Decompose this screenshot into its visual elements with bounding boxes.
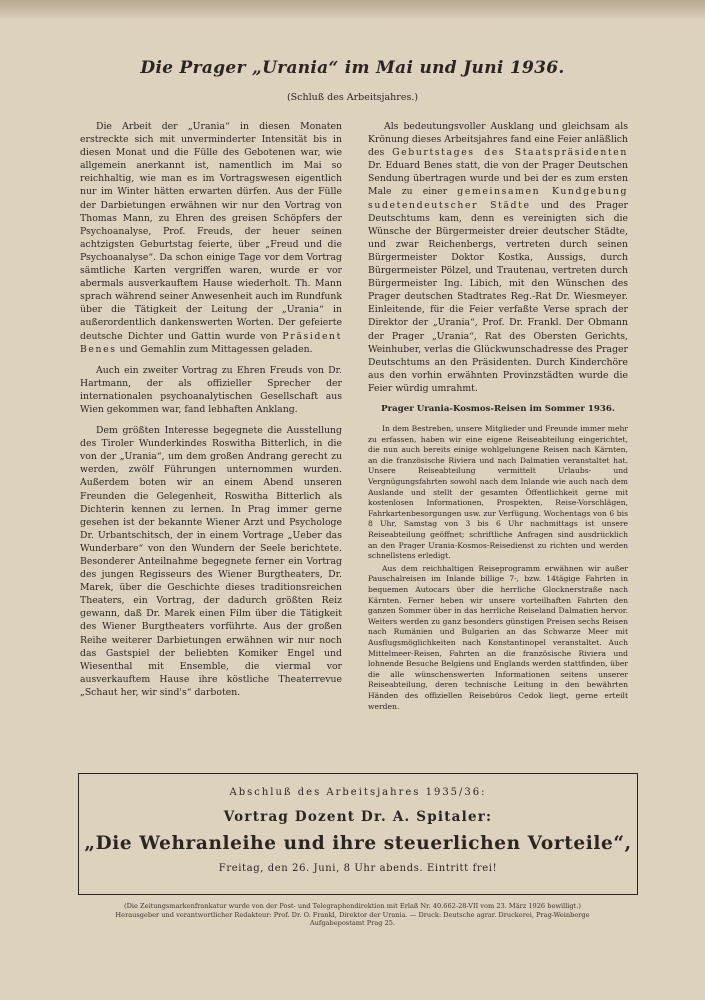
article-title: Die Prager „Urania“ im Mai und Juni 1936. <box>140 58 565 78</box>
announcement-box <box>78 773 638 895</box>
page-top-edge <box>0 0 705 18</box>
text-run: und Gemahlin zum Mittagessen geladen. <box>116 343 313 355</box>
travel-section-title: Prager Urania-Kosmos-Reisen im Sommer 1936. <box>381 403 615 414</box>
left-column <box>80 120 342 707</box>
footnote-line-2: Herausgeber und verantwortlicher Redakteur: Prof. Dr. O. Frankl, Direktor der Urania. — Druck: Deutsche agrar. Druckerei, Prag-Weinberge <box>115 910 590 919</box>
travel-section <box>368 424 628 712</box>
spaced-text: Geburtstages des Staatspräsidenten <box>392 147 628 159</box>
text-run: und des Prager Deutschtums kam, denn es vereinigten sich die Wünsche der Bürgermeister dreier deutscher Städte, und zwar Reichenbergs, vertreten durch seinen Bürgermeister Doktor Kostka, Aussigs, durch Bürgermeister Pölzel, und Trautenau, vertreten durch Bürgermeister Ing. Libich, mit den Wünschen des Prager deutschen Stadtrates Reg.-Rat Dr. Wiesmeyer. Einleitende, für die Feier verfaßte Verse sprach der Direktor der „Urania“, Prof. Dr. Frankl. Der Obmann der Prager „Urania“, Rat des Obersten Gerichts, Weinhuber, verlas die Glückwunschadresse des Prager Deutschtums an den Präsidenten. Durch Kinderchöre aus den vorhin erwähnten Provinzstädten wurde die Feier würdig umrahmt. <box>368 199 628 394</box>
footnote-line-1: (Die Zeitungsmarkenfrankatur wurde von der Post- und Telegraphendirektion mit Erlaß Nr. 40.662-28-VII vom 23. März 1926 bewilligt.) <box>124 902 581 910</box>
lecture-title: „Die Wehranleihe und ihre steuerlichen Vorteile“, <box>84 833 632 854</box>
article-subtitle: (Schluß des Arbeitsjahres.) <box>286 92 419 103</box>
left-paragraph-3: Dem größten Interesse begegnete die Ausstellung des Tiroler Wunderkindes Roswitha Bitterlich, in die von der „Urania“, um dem großen Andrang gerecht zu werden, zwölf Führungen unternommen wurden. Außerdem boten wir an einem Abend unseren Freunden die Gelegenheit, Roswitha Bitterlich als Dichterin kennen zu lernen. In Prag immer gerne gesehen ist der bekannte Wiener Arzt und Psychologe Dr. Urbantschitsch, der in einem Vortrage „Ueber das Wunderbare“ von den Wundern der Seele berichtete. Besonderer Anteilnahme begegnete ferner ein Vortrag des jungen Regisseurs des Wiener Burgtheaters, Dr. Marek, über die Geschichte dieses traditionsreichen Theaters, ein Vortrag, der dadurch größten Reiz gewann, daß Dr. Marek einen Film über die Tätigkeit des Wiener Burgtheaters vorführte. Aus der großen Reihe weiterer Darbietungen erwähnen wir nur noch das Gastspiel der beliebten Komiker Engel und Wiesenthal mit Ensemble, die viermal vor ausverkauftem Hause ihre köstliche Theaterrevue „Schaut her, wir sind's“ darboten. <box>80 425 342 698</box>
spaced-text: gemeinsamen Kundgebung sudetendeutscher Städte <box>368 186 628 211</box>
left-paragraph-2: Auch ein zweiter Vortrag zu Ehren Freuds von Dr. Hartmann, der als offizieller Sprecher der internationalen psychoanalytischen Gesellschaft aus Wien gekommen war, fand lebhaften Anklang. <box>80 364 342 415</box>
right-column <box>368 120 628 714</box>
travel-paragraph-2: Aus dem reichhaltigen Reiseprogramm erwähnen wir außer Pauschalreisen im Inlande billige 7-, bzw. 14tägige Fahrten in bequemen Autocars über die herrliche Glocknerstraße nach Kärnten. Ferner heben wir unsere vorteilhaften Fahrten den ganzen Sommer über in das herrliche Reiseland Dalmatien hervor. Weiters werden zu ganz besonders günstigen Preisen sechs Reisen nach Rumänien und Bulgarien an das Schwarze Meer mit Ausflugsmöglichkeiten nach Konstantinopel veranstaltet. Auch Mittelmeer-Reisen, Fahrten an die französische Riviera und lohnende Besuche Belgiens und Englands werden stattfinden, über die alle wünschenswerten Informationen seitens unserer Reiseabteilung, deren technische Leitung in den bewährten Händen des offiziellen Reisebüros Cedok liegt, gerne erteilt werden. <box>368 563 628 711</box>
lecture-date: Freitag, den 26. Juni, 8 Uhr abends. Eintritt frei! <box>218 863 498 874</box>
text-run: Dr. Eduard Benes statt, die von der Prager Deutschen Sendung übertragen wurde und bei der es zum ersten Male zu einer <box>368 160 628 198</box>
footnote-line-3: Aufgabepostamt Prag 25. <box>309 919 396 928</box>
imprint-footnote <box>70 902 635 928</box>
text-run: Die Arbeit der „Urania“ in diesen Monaten erstreckte sich mit unverminderter Intensität bis in diesen Monat und die Fülle des Gebotenen war, wie allgemein anerkannt ist, namentlich im Mai so reichhaltig, wie man es im Vortragswesen eigentlich nur im Winter hätten erwarten dürfen. Aus der Fülle der Darbietungen erwähnen wir nur den Vortrag von Thomas Mann, zu Ehren des greisen Schöpfers der Psychoanalyse, Prof. Freuds, der heuer seinen achtzigsten Geburtstag feierte, über „Freud und die Psychoanalyse“. Da schon einige Tage vor dem Vortrag sämtliche Karten vergriffen waren, wurde er vor abermals ausverkauftem Hause wiederholt. Th. Mann sprach während seiner Anwesenheit auch im Rundfunk über die Tätigkeit der Leitung der „Urania“ in außerordentlich dankenswerten Worten. Der gefeierte deutsche Dichter und Gattin wurde von <box>80 121 342 342</box>
announcement-heading: Abschluß des Arbeitsjahres 1935/36: <box>229 787 487 798</box>
left-paragraph-1 <box>80 120 342 356</box>
lecture-speaker: Vortrag Dozent Dr. A. Spitaler: <box>223 809 493 825</box>
spaced-text: Präsident Benes <box>80 330 342 355</box>
right-paragraph-1 <box>368 120 628 395</box>
travel-paragraph-1: In dem Bestreben, unsere Mitglieder und Freunde immer mehr zu erfassen, haben wir eine eigene Reiseabteilung eingerichtet, die nun auch bereits einige wohlgelungene Reisen nach Kärnten, an die französische Riviera und nach Dalmatien veranstaltet hat. Unsere Reiseabteilung vermittelt Urlaubs- und Vergnügungsfahrten sowohl nach dem Inlande wie auch nach dem Auslande und stellt der gesamten Öffentlichkeit gerne mit kostenlosen Informationen, Prospekten, Reise-Vorschlägen, Fahrkartenbesorgungen usw. zur Verfügung. Wochentags von 6 bis 8 Uhr, Samstag von 3 bis 6 Uhr nachmittags ist unsere Reiseabteilung geöffnet; schriftliche Anfragen sind ausdrücklich an den Prager Urania-Kosmos-Reisedienst zu richten und werden schnellstens erledigt. <box>368 424 628 561</box>
text-run: Als bedeutungsvoller Ausklang und gleichsam als Krönung dieses Arbeitsjahres fand eine Feier anläßlich des <box>368 121 628 159</box>
